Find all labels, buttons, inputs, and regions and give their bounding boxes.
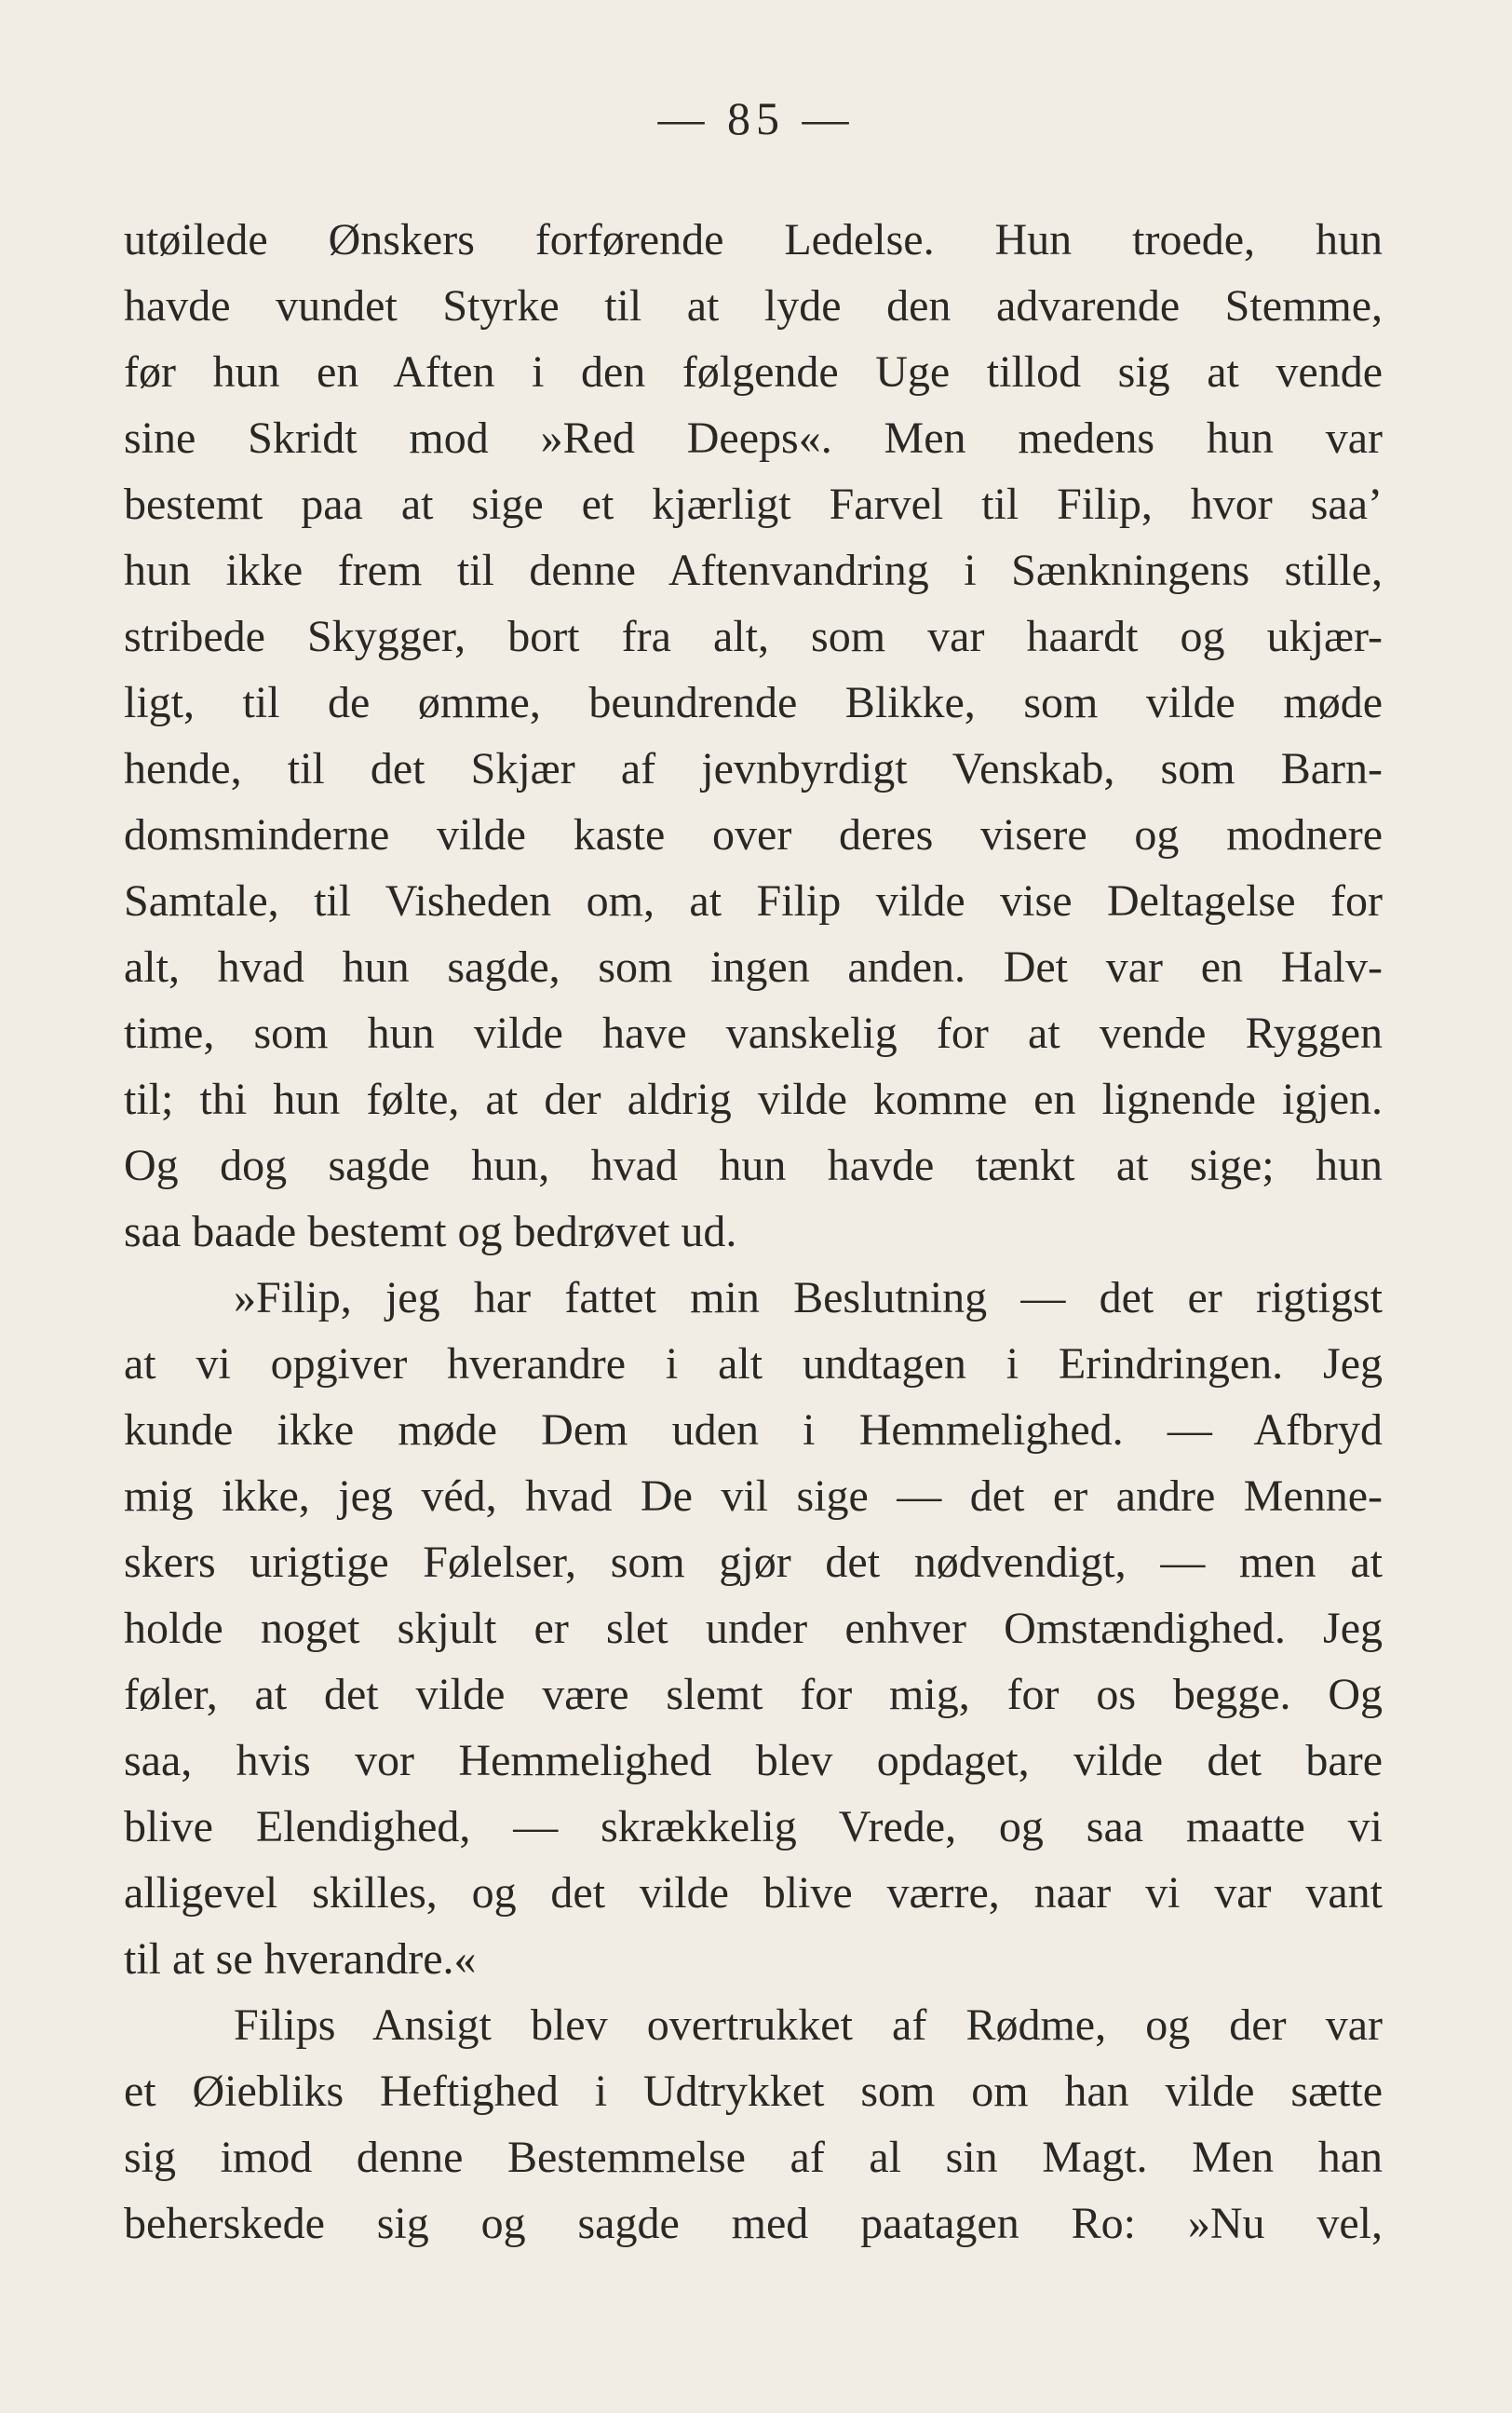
text-line: Samtale, til Visheden om, at Filip vilde vise Deltagelse for bbox=[124, 876, 1383, 926]
text-line: blive Elendighed, — skrækkelig Vrede, og saa maatte vi bbox=[124, 1802, 1383, 1851]
text-line: sig imod denne Bestemmelse af al sin Magt. Men han bbox=[124, 2133, 1383, 2182]
text-line: hun ikke frem til denne Aftenvandring i Sænkningens stille, bbox=[124, 546, 1383, 595]
text-line: alligevel skilles, og det vilde blive værre, naar vi var vant bbox=[124, 1868, 1383, 1918]
body-text bbox=[124, 207, 1383, 2257]
text-line: mig ikke, jeg véd, hvad De vil sige — det er andre Menne- bbox=[124, 1471, 1383, 1521]
text-line: domsminderne vilde kaste over deres visere og modnere bbox=[124, 810, 1383, 860]
text-line: at vi opgiver hverandre i alt undtagen i Erindringen. Jeg bbox=[124, 1339, 1383, 1389]
text-line: til; thi hun følte, at der aldrig vilde komme en lignende igjen. bbox=[124, 1075, 1383, 1124]
text-line: kunde ikke møde Dem uden i Hemmelighed. — Afbryd bbox=[124, 1405, 1383, 1455]
text-line: time, som hun vilde have vanskelig for at vende Ryggen bbox=[124, 1009, 1383, 1058]
text-line: stribede Skygger, bort fra alt, som var haardt og ukjær- bbox=[124, 612, 1383, 661]
text-line: utøilede Ønskers forførende Ledelse. Hun troede, hun bbox=[124, 215, 1383, 264]
text-line: holde noget skjult er slet under enhver Omstændighed. Jeg bbox=[124, 1604, 1383, 1653]
text-line: alt, hvad hun sagde, som ingen anden. Det var en Halv- bbox=[124, 942, 1383, 992]
text-line: saa baade bestemt og bedrøvet ud. bbox=[124, 1207, 737, 1256]
text-line: ligt, til de ømme, beundrende Blikke, som vilde møde bbox=[124, 678, 1383, 727]
text-line: bestemt paa at sige et kjærligt Farvel til Filip, hvor saa’ bbox=[124, 480, 1383, 529]
text-line: Og dog sagde hun, hvad hun havde tænkt at sige; hun bbox=[124, 1141, 1383, 1190]
text-line: saa, hvis vor Hemmelighed blev opdaget, vilde det bare bbox=[124, 1736, 1383, 1785]
page-number: — 85 — bbox=[657, 92, 855, 144]
text-line: før hun en Aften i den følgende Uge tillod sig at vende bbox=[124, 347, 1383, 397]
text-line: hende, til det Skjær af jevnbyrdigt Venskab, som Barn- bbox=[124, 744, 1383, 793]
text-line: føler, at det vilde være slemt for mig, for os begge. Og bbox=[124, 1670, 1383, 1719]
text-line: havde vundet Styrke til at lyde den advarende Stemme, bbox=[124, 281, 1383, 331]
text-line: »Filip, jeg har fattet min Beslutning — det er rigtigst bbox=[234, 1273, 1383, 1322]
text-line: skers urigtige Følelser, som gjør det nødvendigt, — men at bbox=[124, 1538, 1383, 1587]
text-line: beherskede sig og sagde med paatagen Ro: »Nu vel, bbox=[124, 2199, 1383, 2248]
text-line: et Øiebliks Heftighed i Udtrykket som om han vilde sætte bbox=[124, 2067, 1383, 2116]
text-line: Filips Ansigt blev overtrukket af Rødme, og der var bbox=[234, 2000, 1383, 2050]
text-line: til at se hverandre.« bbox=[124, 1934, 477, 1984]
text-line: sine Skridt mod »Red Deeps«. Men medens hun var bbox=[124, 413, 1383, 463]
